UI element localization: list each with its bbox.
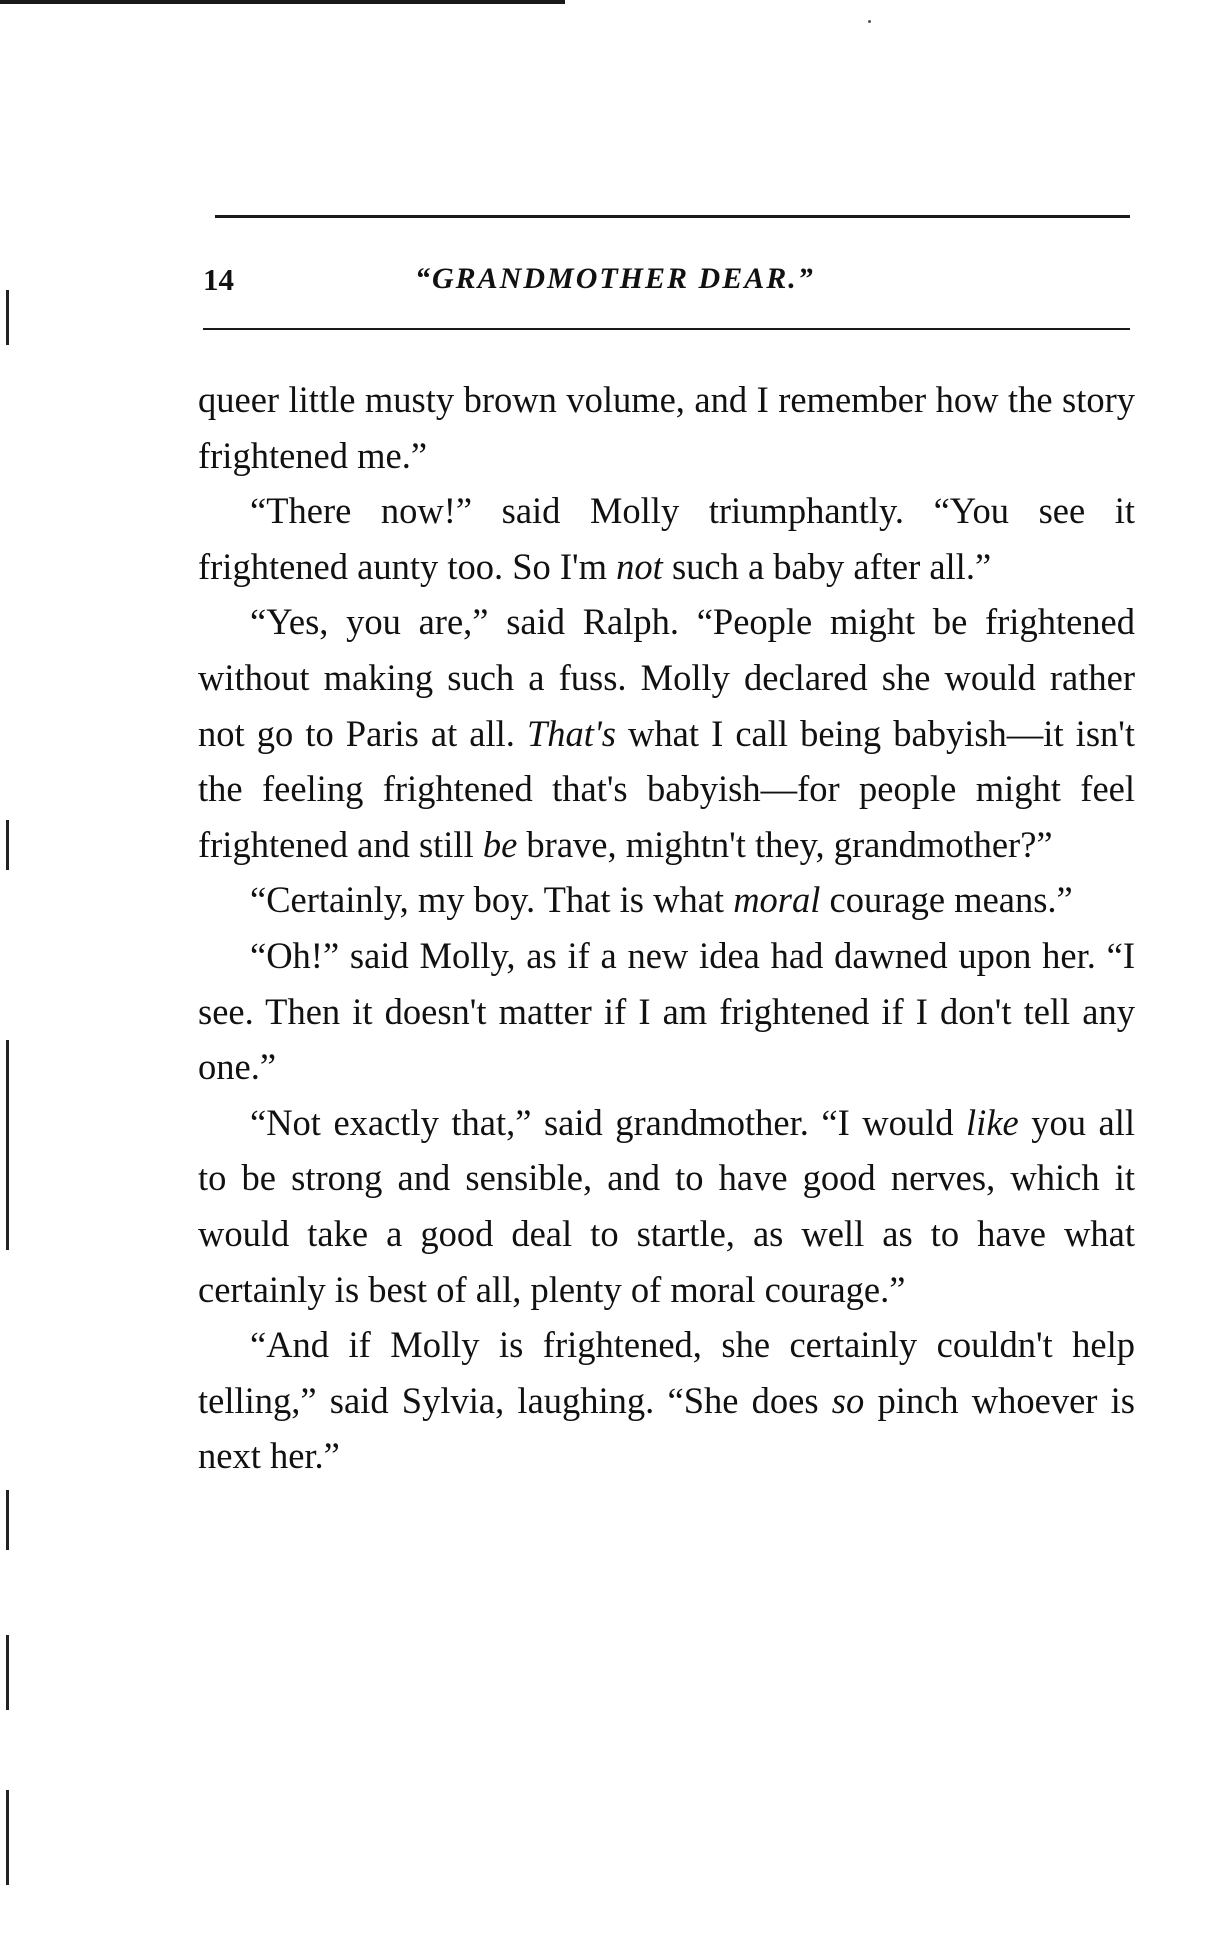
running-title: “GRANDMOTHER DEAR.” xyxy=(415,262,815,295)
italic-emphasis: That's xyxy=(527,712,616,754)
text-run: pinch whoever is next her.” xyxy=(198,1379,1135,1477)
text-run: “Certainly, my boy. That is what xyxy=(250,879,734,921)
page-number: 14 xyxy=(203,262,234,297)
italic-emphasis: not xyxy=(616,545,663,587)
paragraph xyxy=(198,872,1135,928)
scan-edge-line xyxy=(0,0,565,4)
italic-emphasis: be xyxy=(482,823,518,865)
text-run: “And if Molly is frightened, she certainly couldn't help telling,” said Sylvia, laughing. “She does xyxy=(198,1324,1135,1421)
header-rule-bottom xyxy=(203,328,1130,330)
paragraph xyxy=(198,372,1135,483)
italic-emphasis: moral xyxy=(733,879,821,921)
paragraph xyxy=(198,483,1135,594)
binding-edge-mark xyxy=(6,1040,9,1250)
scan-speck xyxy=(868,20,871,23)
binding-edge-mark xyxy=(6,820,9,870)
body-text xyxy=(198,372,1135,1484)
paragraph xyxy=(198,1317,1135,1484)
header-rule-top xyxy=(215,215,1130,218)
binding-edge-mark xyxy=(6,290,9,345)
text-run: what I call being babyish—it isn't the feeling frightened that's babyish—for people might feel frightened and still xyxy=(198,712,1135,865)
paragraph xyxy=(198,594,1135,872)
italic-emphasis: like xyxy=(966,1101,1019,1143)
text-run: you all to be strong and sensible, and to have good nerves, which it would take a good deal to startle, as well as to have what certainly is best of all, plenty of moral courage.” xyxy=(198,1101,1135,1310)
binding-edge-mark xyxy=(6,1490,9,1550)
text-run: such a baby after all.” xyxy=(662,545,992,587)
paragraph xyxy=(198,928,1135,1095)
text-run: “Oh!” said Molly, as if a new idea had dawned upon her. “I see. Then it doesn't matter if I am frightened if I don't tell any one.” xyxy=(198,934,1135,1088)
text-run: “Yes, you are,” said Ralph. “People might be frightened without making such a fuss. Molly declared she would rather not go to Paris at all. xyxy=(198,601,1135,754)
text-run: brave, mightn't they, grandmother?” xyxy=(517,823,1053,865)
text-run: courage means.” xyxy=(820,879,1073,921)
binding-edge-mark xyxy=(6,1635,9,1710)
running-head xyxy=(203,262,1130,306)
text-run: “There now!” said Molly triumphantly. “You see it frightened aunty too. So I'm xyxy=(198,490,1135,587)
paragraph xyxy=(198,1095,1135,1317)
binding-edge-mark xyxy=(6,1790,9,1885)
text-run: “Not exactly that,” said grandmother. “I would xyxy=(250,1101,967,1143)
italic-emphasis: so xyxy=(831,1379,865,1421)
text-run: queer little musty brown volume, and I remember how the story frightened me.” xyxy=(198,379,1135,476)
